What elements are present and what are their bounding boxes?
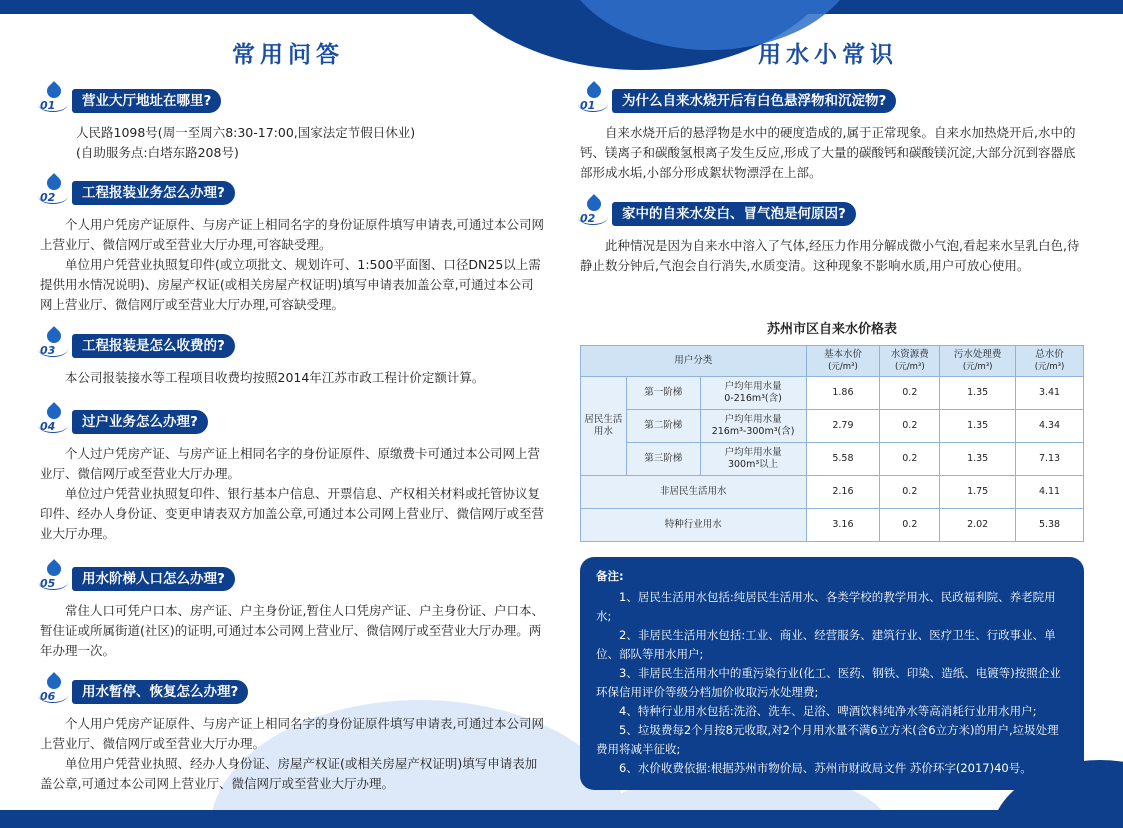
faq-question: 工程报装业务怎么办理? [72,181,235,205]
faq-question: 营业大厅地址在哪里? [72,89,221,113]
faq-item-1 [40,86,546,163]
tier-range: 户均年用水量 300m³以上 [700,443,806,476]
droplet-number-badge: 01 [40,86,72,116]
faq-item-4 [40,407,546,544]
sewage-fee-cell: 1.35 [940,377,1016,410]
category-name: 非居民生活用水 [581,476,807,509]
total-price-cell: 7.13 [1016,443,1084,476]
table-header-row [581,346,1084,377]
faq-answer: 个人过户凭房产证、与房产证上相同名字的身份证原件、原缴费卡可通过本公司网上营业厅、微信网厅或至营业大厅办理。 [40,446,541,481]
droplet-number-badge: 03 [40,331,72,361]
note-item: 3、非居民生活用水中的重污染行业(化工、医药、钢铁、印染、造纸、电镀等)按照企业环保信用评价等级分档加价收取污水处理费; [596,666,1061,699]
note-item: 6、水价收费依据:根据苏州市物价局、苏州市财政局文件 苏价环字(2017)40号。 [619,761,1032,775]
faq-item-3 [40,331,546,388]
category-name: 特种行业用水 [581,509,807,542]
total-price-cell: 3.41 [1016,377,1084,410]
resource-fee-cell: 0.2 [880,476,940,509]
basic-price-cell: 2.16 [806,476,880,509]
faq-answer: 常住人口可凭户口本、房产证、户主身份证,暂住人口凭房产证、户主身份证、户口本、暂住证或所属街道(社区)的证明,可通过本公司网上营业厅、微信网厅或至营业大厅办理。两年办理一次。 [40,603,544,658]
sewage-fee-cell: 2.02 [940,509,1016,542]
note-item: 1、居民生活用水包括:纯居民生活用水、各类学校的教学用水、民政福利院、养老院用水; [596,590,1056,623]
tier-range: 户均年用水量 0-216m³(含) [700,377,806,410]
header-sewage-fee: 污水处理费 (元/m³) [940,346,1016,377]
faq-answer: 单位过户凭营业执照复印件、银行基本户信息、开票信息、产权相关材料或托管协议复印件、经办人身份证、变更申请表双方加盖公章,可通过本公司网上营业厅、微信网厅或至营业大厅办理。 [40,486,544,541]
tip-item-1 [580,86,1086,183]
table-row [581,410,1084,443]
faq-answer: 单位用户凭营业执照、经办人身份证、房屋产权证(或相关房屋产权证明)填写申请表加盖公章,可通过本公司网上营业厅、微信网厅或至营业大厅办理。 [40,756,538,791]
tip-question: 家中的自来水发白、冒气泡是何原因? [612,202,856,226]
header-user-type: 用户分类 [581,346,807,377]
sewage-fee-cell: 1.35 [940,443,1016,476]
faq-answer: 个人用户凭房产证原件、与房产证上相同名字的身份证原件填写申请表,可通过本公司网上营业厅、微信网厅或至营业大厅办理,可容缺受理。 [40,217,544,252]
faq-item-5 [40,564,546,661]
resident-category-label: 居民生活用水 [581,377,627,476]
tier-name: 第二阶梯 [626,410,700,443]
water-tips-section-title: 用水小常识 [758,41,898,68]
water-price-table [580,345,1084,542]
sewage-fee-cell: 1.35 [940,410,1016,443]
tip-question: 为什么自来水烧开后有白色悬浮物和沉淀物? [612,89,896,113]
notes-title: 备注: [596,569,624,583]
sewage-fee-cell: 1.75 [940,476,1016,509]
notes-box [580,557,1084,790]
basic-price-cell: 5.58 [806,443,880,476]
faq-answer: 本公司报装接水等工程项目收费均按照2014年江苏市政工程计价定额计算。 [65,370,485,385]
faq-answer: 单位用户凭营业执照复印件(或立项批文、规划许可、1:500平面图、口径DN25以上需提供用水情况说明)、房屋产权证(或相关房屋产权证明)填写申请表加盖公章,可通过本公司网上营业厅、微信网厅或至营业大厅办理,可容缺受理。 [40,257,541,312]
bottom-band [0,810,1123,828]
droplet-number-badge: 04 [40,407,72,437]
basic-price-cell: 2.79 [806,410,880,443]
resource-fee-cell: 0.2 [880,410,940,443]
resource-fee-cell: 0.2 [880,377,940,410]
table-row [581,476,1084,509]
tip-answer: 自来水烧开后的悬浮物是水中的硬度造成的,属于正常现象。自来水加热烧开后,水中的钙、镁离子和碳酸氢根离子发生反应,形成了大量的碳酸钙和碳酸镁沉淀,大部分沉到容器底部形成水垢,小部分形成絮状物漂浮在上部。 [580,125,1076,180]
tier-name: 第三阶梯 [626,443,700,476]
faq-answer: 个人用户凭房产证原件、与房产证上相同名字的身份证原件填写申请表,可通过本公司网上营业厅、微信网厅或至营业大厅办理。 [40,716,544,751]
note-item: 2、非居民生活用水包括:工业、商业、经营服务、建筑行业、医疗卫生、行政事业、单位、部队等用水用户; [596,628,1056,661]
faq-question: 过户业务怎么办理? [72,410,208,434]
tier-name: 第一阶梯 [626,377,700,410]
note-item: 4、特种行业用水包括:洗浴、洗车、足浴、啤酒饮料纯净水等高消耗行业用水用户; [619,704,1037,718]
faq-section-title: 常用问答 [232,41,344,68]
tip-item-2 [580,199,1086,276]
faq-question: 用水阶梯人口怎么办理? [72,567,235,591]
table-row [581,509,1084,542]
droplet-number-badge: 05 [40,564,72,594]
faq-question: 工程报装是怎么收费的? [72,334,235,358]
faq-answer: (自助服务点:白塔东路208号) [76,145,239,160]
faq-answer: 人民路1098号(周一至周六8:30-17:00,国家法定节假日休业) [76,125,416,140]
faq-question: 用水暂停、恢复怎么办理? [72,680,248,704]
header-basic-price: 基本水价 (元/m³) [806,346,880,377]
tip-answer: 此种情况是因为自来水中溶入了气体,经压力作用分解成微小气泡,看起来水呈乳白色,待静止数分钟后,气泡会自行消失,水质变清。这种现象不影响水质,用户可放心使用。 [580,238,1080,273]
header-total-price: 总水价 (元/m³) [1016,346,1084,377]
resource-fee-cell: 0.2 [880,509,940,542]
basic-price-cell: 1.86 [806,377,880,410]
note-item: 5、垃圾费每2个月按8元收取,对2个月用水量不满6立方米(含6立方米)的用户,垃圾处理费用将减半征收; [596,723,1059,756]
faq-item-6 [40,677,546,794]
droplet-number-badge: 06 [40,677,72,707]
basic-price-cell: 3.16 [806,509,880,542]
faq-item-2 [40,178,546,315]
total-price-cell: 4.11 [1016,476,1084,509]
droplet-number-badge: 02 [580,199,612,229]
resource-fee-cell: 0.2 [880,443,940,476]
total-price-cell: 5.38 [1016,509,1084,542]
header-resource-fee: 水资源费 (元/m³) [880,346,940,377]
total-price-cell: 4.34 [1016,410,1084,443]
droplet-number-badge: 01 [580,86,612,116]
droplet-number-badge: 02 [40,178,72,208]
table-row [581,443,1084,476]
table-row [581,377,1084,410]
tier-range: 户均年用水量 216m³-300m³(含) [700,410,806,443]
price-table-title: 苏州市区自来水价格表 [766,322,897,337]
